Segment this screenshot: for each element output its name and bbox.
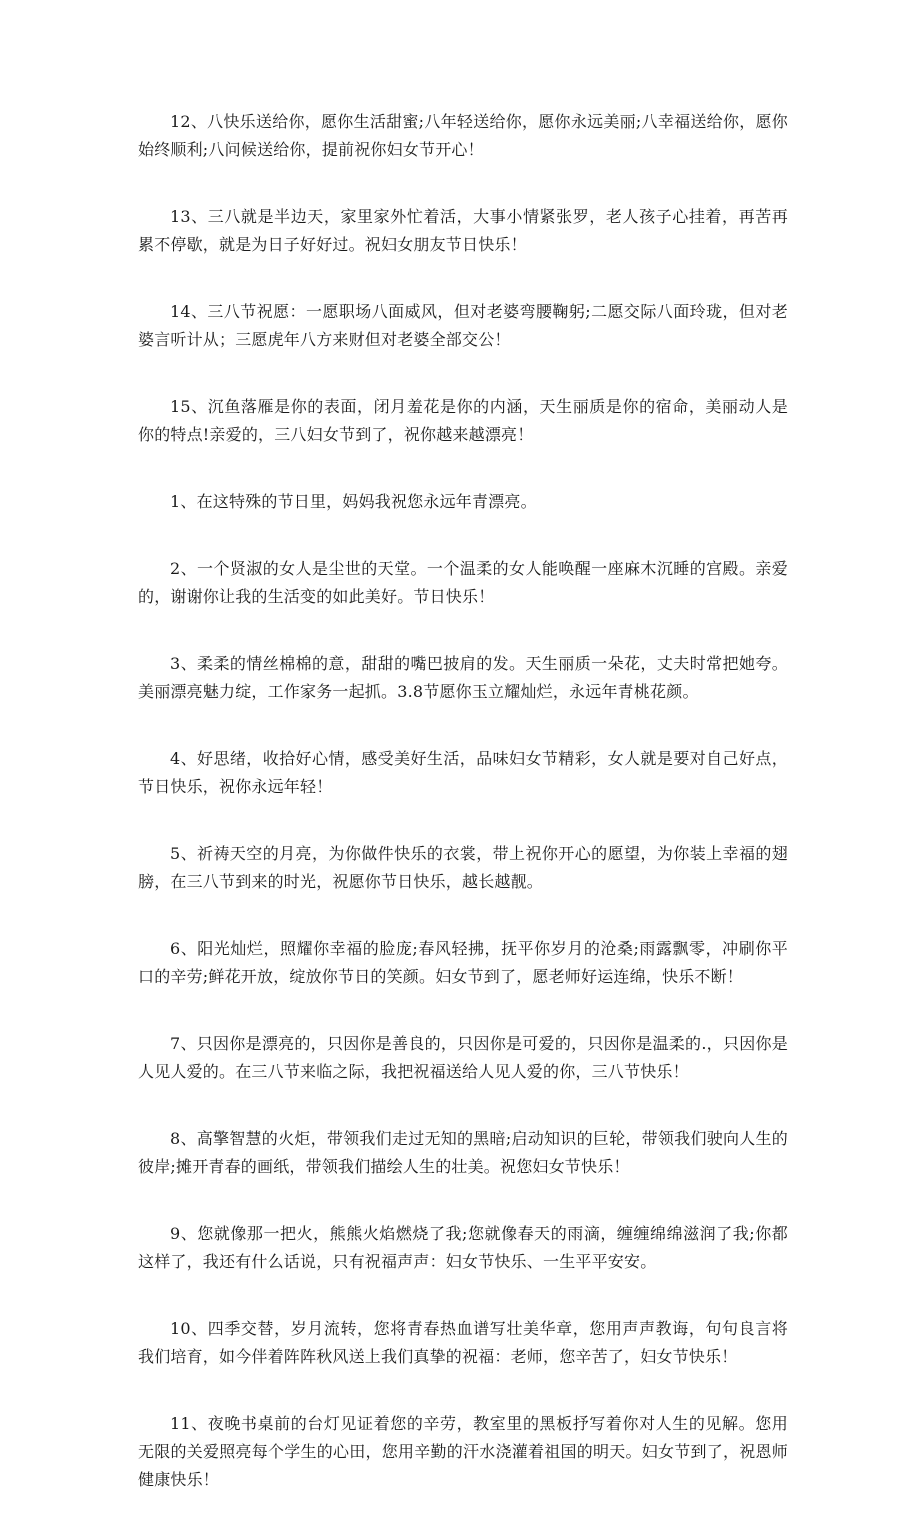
paragraph-15: 15、沉鱼落雁是你的表面，闭月羞花是你的内涵，天生丽质是你的宿命，美丽动人是你的特点!亲爱的，三八妇女节到了，祝你越来越漂亮！ (138, 397, 788, 444)
paragraph-10: 10、四季交替，岁月流转，您将青春热血谱写壮美华章，您用声声教诲，句句良言将我们培育，如今伴着阵阵秋风送上我们真挚的祝福：老师，您辛苦了，妇女节快乐！ (138, 1319, 788, 1366)
paragraph-3: 3、柔柔的情丝棉棉的意，甜甜的嘴巴披肩的发。天生丽质一朵花，丈夫时常把她夸。美丽漂亮魅力绽，工作家务一起抓。3.8节愿你玉立耀灿烂，永远年青桃花颜。 (138, 654, 788, 701)
paragraph-9: 9、您就像那一把火，熊熊火焰燃烧了我;您就像春天的雨滴，缠缠绵绵滋润了我;你都这样了，我还有什么话说，只有祝福声声：妇女节快乐、一生平平安安。 (138, 1224, 788, 1271)
paragraph-5: 5、祈祷天空的月亮，为你做件快乐的衣裳，带上祝你开心的愿望，为你装上幸福的翅膀，在三八节到来的时光，祝愿你节日快乐，越长越靓。 (138, 844, 788, 891)
paragraph-1: 1、在这特殊的节日里，妈妈我祝您永远年青漂亮。 (170, 492, 537, 511)
document-body (138, 108, 788, 1533)
paragraph-8: 8、高擎智慧的火炬，带领我们走过无知的黑暗;启动知识的巨轮，带领我们驶向人生的彼岸;摊开青春的画纸，带领我们描绘人生的壮美。祝您妇女节快乐！ (138, 1129, 788, 1176)
paragraph-7: 7、只因你是漂亮的，只因你是善良的，只因你是可爱的，只因你是温柔的.，只因你是人见人爱的。在三八节来临之际，我把祝福送给人见人爱的你，三八节快乐！ (138, 1034, 788, 1081)
paragraph-2: 2、一个贤淑的女人是尘世的天堂。一个温柔的女人能唤醒一座麻木沉睡的宫殿。亲爱的，谢谢你让我的生活变的如此美好。节日快乐！ (138, 559, 788, 606)
paragraph-11: 11、夜晚书桌前的台灯见证着您的辛劳，教室里的黑板抒写着你对人生的见解。您用无限的关爱照亮每个学生的心田，您用辛勤的汗水浇灌着祖国的明天。妇女节到了，祝恩师健康快乐！ (138, 1414, 788, 1489)
paragraph-6: 6、阳光灿烂，照耀你幸福的脸庞;春风轻拂，抚平你岁月的沧桑;雨露飘零，冲刷你平口的辛劳;鲜花开放，绽放你节日的笑颜。妇女节到了，愿老师好运连绵，快乐不断！ (138, 939, 788, 986)
paragraph-12: 12、八快乐送给你，愿你生活甜蜜;八年轻送给你，愿你永远美丽;八幸福送给你，愿你始终顺利;八问候送给你，提前祝你妇女节开心！ (138, 112, 788, 159)
paragraph-13: 13、三八就是半边天，家里家外忙着活，大事小情紧张罗，老人孩子心挂着，再苦再累不停歇，就是为日子好好过。祝妇女朋友节日快乐！ (138, 207, 788, 254)
paragraph-14: 14、三八节祝愿：一愿职场八面威风，但对老婆弯腰鞠躬;二愿交际八面玲珑，但对老婆言听计从；三愿虎年八方来财但对老婆全部交公！ (138, 302, 788, 349)
paragraph-4: 4、好思绪，收拾好心情，感受美好生活，品味妇女节精彩，女人就是要对自己好点，节日快乐，祝你永远年轻！ (138, 749, 788, 796)
